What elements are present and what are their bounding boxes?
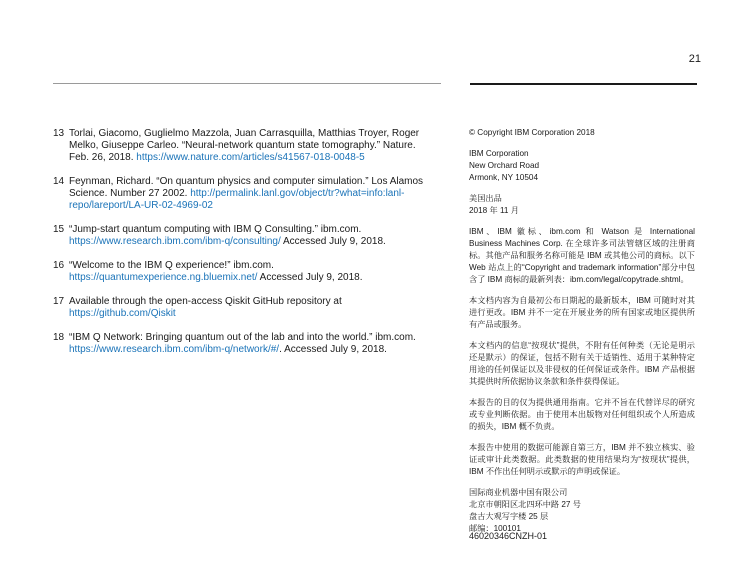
disclaimer-paragraph: 本报告的目的仅为提供通用指南。它并不旨在代替详尽的研究或专业判断依据。由于使用本出版物对任何组织或个人所造成的损失，IBM 概不负责。 [469, 398, 695, 431]
reference-number: 14 [53, 176, 65, 187]
reference-text: “IBM Q Network: Bringing quantum out of the lab and into the world.” ibm.com. https://www.research.ibm.com/ibm-q/network/#/. Accessed July 9, 2018. [69, 332, 416, 355]
reference-text: Available through the open-access Qiskit GitHub repository at https://github.com/Qiskit [69, 296, 342, 319]
left-divider [53, 83, 441, 84]
right-divider [470, 83, 697, 85]
reference-17 [53, 296, 438, 320]
disclaimer-paragraph: 本文档内容为自最初公布日期起的最新版本，IBM 可随时对其进行更改。IBM 并不一定在开展业务的所有国家或地区提供所有产品或服务。 [469, 296, 695, 329]
trademark-notice: IBM、IBM 徽标、ibm.com 和 Watson 是 International Business Machines Corp. 在全球许多司法管辖区域的注册商标。其他产品和服务名称可能是 IBM 或其他公司的商标。以下 Web 站点上的“Copyright and trademark information”部分中包含了 IBM 商标的最新列表：ibm.com/legal/copytrade.shtml。 [469, 227, 695, 284]
reference-text: Feynman, Richard. “On quantum physics and computer simulation.” Los Alamos Science. Number 27 2002. http://permalink.lanl.gov/object/tr?what=info:lanl-repo/lareport/LA-UR-02-4969-02 [69, 176, 424, 211]
disclaimer-paragraph: 本文档内的信息“按现状”提供，不附有任何种类（无论是明示还是默示）的保证，包括不附有关于适销性、适用于某种特定用途的任何保证以及非侵权的任何保证或条件。IBM 产品根据其提供时所依据协议条款和条件获得保证。 [469, 341, 695, 386]
production-info: 美国出品 2018 年 11 月 [469, 194, 519, 215]
reference-text: “Welcome to the IBM Q experience!” ibm.com. https://quantumexperience.ng.bluemix.net/ Accessed July 9, 2018. [69, 260, 363, 283]
legal-column [469, 127, 695, 544]
references-list [53, 128, 438, 368]
reference-14 [53, 176, 438, 212]
reference-link[interactable]: https://www.research.ibm.com/ibm-q/consulting/ [69, 236, 281, 247]
reference-number: 13 [53, 128, 65, 139]
reference-text: Torlai, Giacomo, Guglielmo Mazzola, Juan Carrasquilla, Matthias Troyer, Roger Melko, Giuseppe Carleo. “Neural-network quantum state tomography.” Nature. Feb. 26, 2018. https://www.nature.com/articles/s41567-018-0048-5 [69, 128, 420, 163]
reference-link[interactable]: http://permalink.lanl.gov/object/tr?what=info:lanl-repo/lareport/LA-UR-02-4969-02 [69, 188, 405, 211]
reference-text: “Jump-start quantum computing with IBM Q Consulting.” ibm.com. https://www.research.ibm.com/ibm-q/consulting/ Accessed July 9, 2018. [69, 224, 386, 247]
china-office-address: 国际商业机器中国有限公司 北京市朝阳区北四环中路 27 号 盘古大观写字楼 25 层 邮编：100101 [469, 488, 581, 533]
reference-16 [53, 260, 438, 284]
disclaimer-paragraph: 本报告中使用的数据可能源自第三方，IBM 并不独立核实、验证或审计此类数据。此类数据的使用结果均为“按现状”提供，IBM 不作出任何明示或默示的声明或保证。 [469, 443, 695, 476]
reference-number: 18 [53, 332, 65, 343]
reference-15 [53, 224, 438, 248]
document-id: 46020346CNZH-01 [469, 531, 548, 541]
reference-link[interactable]: https://www.nature.com/articles/s41567-018-0048-5 [136, 152, 365, 163]
reference-18 [53, 332, 438, 356]
copyright-notice: © Copyright IBM Corporation 2018 [469, 128, 595, 137]
company-address: IBM Corporation New Orchard Road Armonk, NY 10504 [469, 149, 540, 182]
reference-13 [53, 128, 438, 164]
reference-link[interactable]: https://github.com/Qiskit [69, 308, 176, 319]
reference-link[interactable]: https://quantumexperience.ng.bluemix.net/ [69, 272, 258, 283]
reference-number: 16 [53, 260, 65, 271]
reference-link[interactable]: https://www.research.ibm.com/ibm-q/network/#/ [69, 344, 280, 355]
page-number: 21 [688, 53, 701, 65]
reference-number: 15 [53, 224, 65, 235]
reference-number: 17 [53, 296, 65, 307]
